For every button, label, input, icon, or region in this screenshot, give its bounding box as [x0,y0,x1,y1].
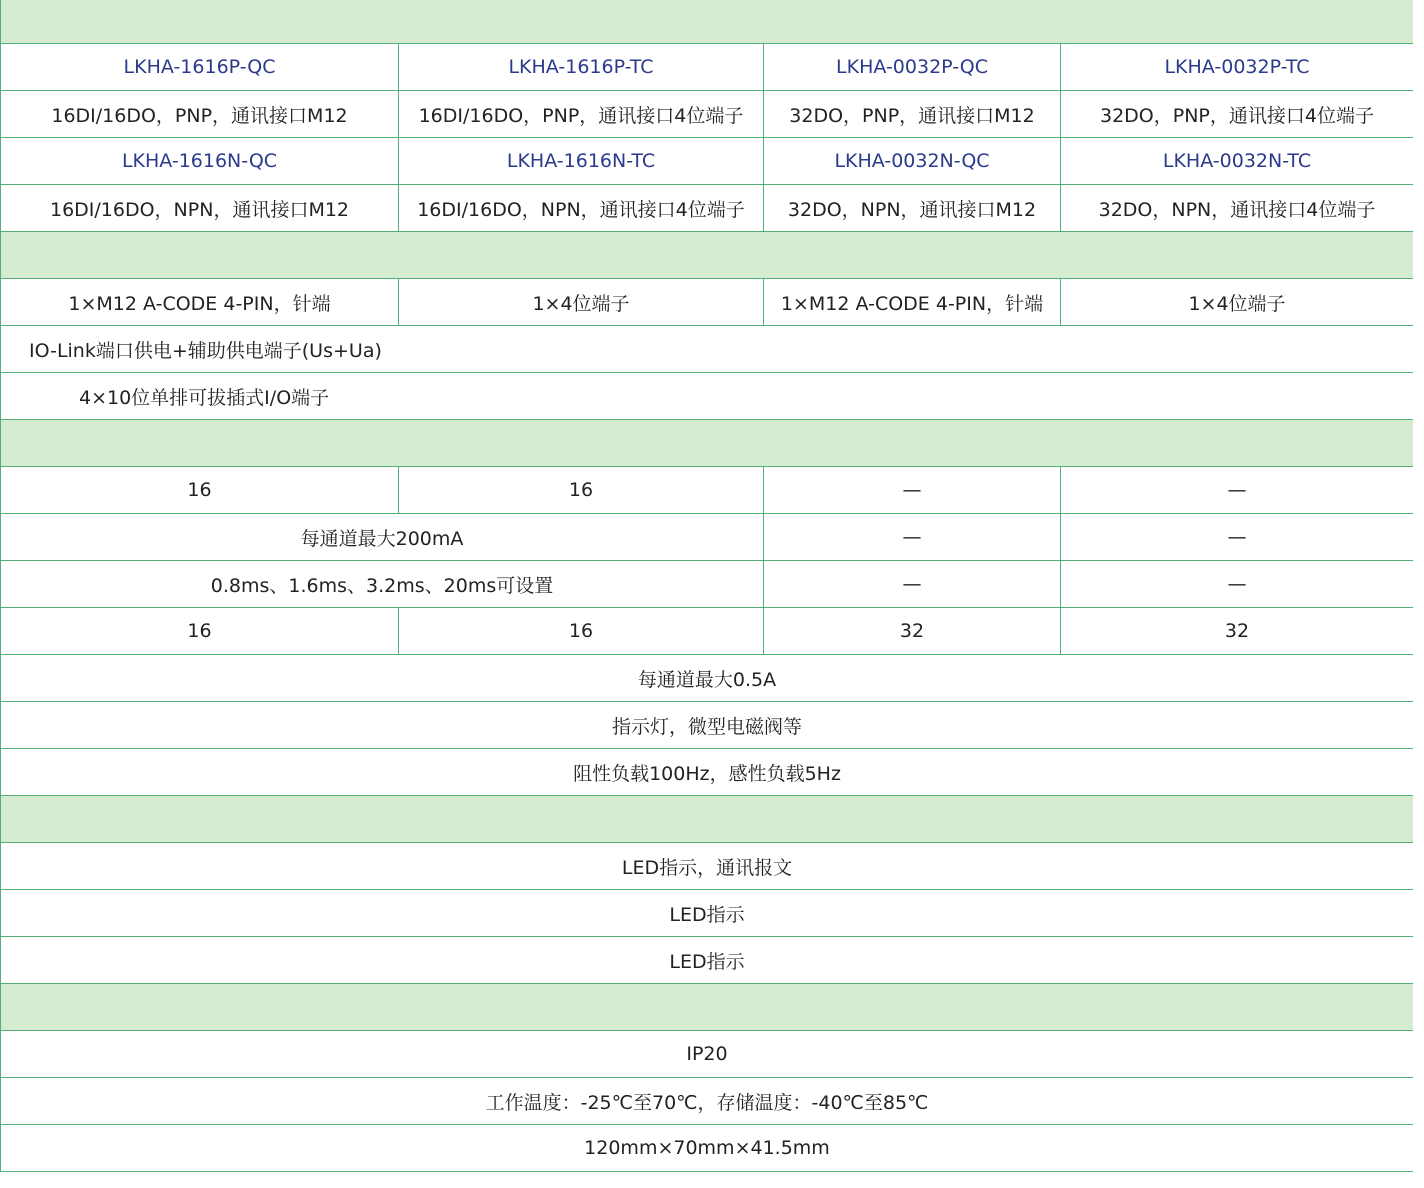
bus-diagnostics-cell: LED指示，通讯报文 [1,843,1414,890]
comm-port-cell: 1×M12 A-CODE 4-PIN，针端 [764,279,1061,326]
model-description: 16DI/16DO，PNP，通讯接口M12 [1,91,399,138]
model-row-npn [1,138,1414,185]
comm-port-row [1,279,1414,326]
dimensions-cell: 120mm×70mm×41.5mm [1,1125,1414,1172]
io-terminal-cell: 4×10位单排可拔插式I/O端子 [1,373,1414,420]
input-count-cell: — [764,467,1061,514]
switch-frequency-cell: 阻性负载100Hz，感性负载5Hz [1,749,1414,796]
comm-port-cell: 1×M12 A-CODE 4-PIN，针端 [1,279,399,326]
model-row-pnp [1,44,1414,91]
comm-port-cell: 1×4位端子 [1061,279,1414,326]
output-count-cell: 16 [399,608,764,655]
section-band [1,984,1414,1031]
model-description: 32DO，PNP，通讯接口M12 [764,91,1061,138]
output-current-cell: 每通道最大0.5A [1,655,1414,702]
model-name: LKHA-1616P-TC [399,44,764,91]
power-connection-row [1,326,1414,373]
io-diagnostics-row [1,937,1414,984]
temperature-cell: 工作温度：-25℃至70℃，存储温度：-40℃至85℃ [1,1078,1414,1125]
section-band [1,420,1414,467]
input-count-cell: 16 [399,467,764,514]
section-band [1,0,1414,44]
model-name: LKHA-0032N-TC [1061,138,1414,185]
output-count-row [1,608,1414,655]
section-header-models [1,0,1414,44]
bus-diagnostics-row [1,843,1414,890]
model-description: 32DO，NPN，通讯接口4位端子 [1061,185,1414,232]
model-description: 16DI/16DO，NPN，通讯接口4位端子 [399,185,764,232]
load-type-cell: 指示灯，微型电磁阀等 [1,702,1414,749]
section-header-io [1,420,1414,467]
input-filter-cell: 0.8ms、1.6ms、3.2ms、20ms可设置 [1,561,764,608]
power-diagnostics-cell: LED指示 [1,890,1414,937]
model-name: LKHA-0032P-TC [1061,44,1414,91]
input-filter-row [1,561,1414,608]
not-applicable-cell: — [764,514,1061,561]
load-type-row [1,702,1414,749]
model-name: LKHA-1616N-QC [1,138,399,185]
section-header-diagnostics [1,796,1414,843]
section-band [1,232,1414,279]
protection-row [1,1031,1414,1078]
not-applicable-cell: — [1061,514,1414,561]
switch-frequency-row [1,749,1414,796]
output-count-cell: 16 [1,608,399,655]
dimensions-row [1,1125,1414,1172]
model-description: 32DO，NPN，通讯接口M12 [764,185,1061,232]
protection-cell: IP20 [1,1031,1414,1078]
io-terminal-row [1,373,1414,420]
comm-port-cell: 1×4位端子 [399,279,764,326]
not-applicable-cell: — [1061,561,1414,608]
power-connection-cell: IO-Link端口供电+辅助供电端子(Us+Ua) [1,326,1414,373]
model-description: 16DI/16DO，PNP，通讯接口4位端子 [399,91,764,138]
input-count-cell: — [1061,467,1414,514]
output-current-row [1,655,1414,702]
input-count-cell: 16 [1,467,399,514]
not-applicable-cell: — [764,561,1061,608]
page-margin [1413,0,1424,1188]
input-count-row [1,467,1414,514]
section-header-general [1,984,1414,1031]
model-desc-row-pnp [1,91,1414,138]
model-desc-row-npn [1,185,1414,232]
section-band [1,796,1414,843]
model-name: LKHA-1616P-QC [1,44,399,91]
section-header-connection [1,232,1414,279]
model-name: LKHA-0032P-QC [764,44,1061,91]
power-diagnostics-row [1,890,1414,937]
io-diagnostics-cell: LED指示 [1,937,1414,984]
model-name: LKHA-0032N-QC [764,138,1061,185]
model-name: LKHA-1616N-TC [399,138,764,185]
model-description: 32DO，PNP，通讯接口4位端子 [1061,91,1414,138]
output-count-cell: 32 [1061,608,1414,655]
model-description: 16DI/16DO，NPN，通讯接口M12 [1,185,399,232]
input-current-cell: 每通道最大200mA [1,514,764,561]
output-count-cell: 32 [764,608,1061,655]
temperature-row [1,1078,1414,1125]
input-current-row [1,514,1414,561]
